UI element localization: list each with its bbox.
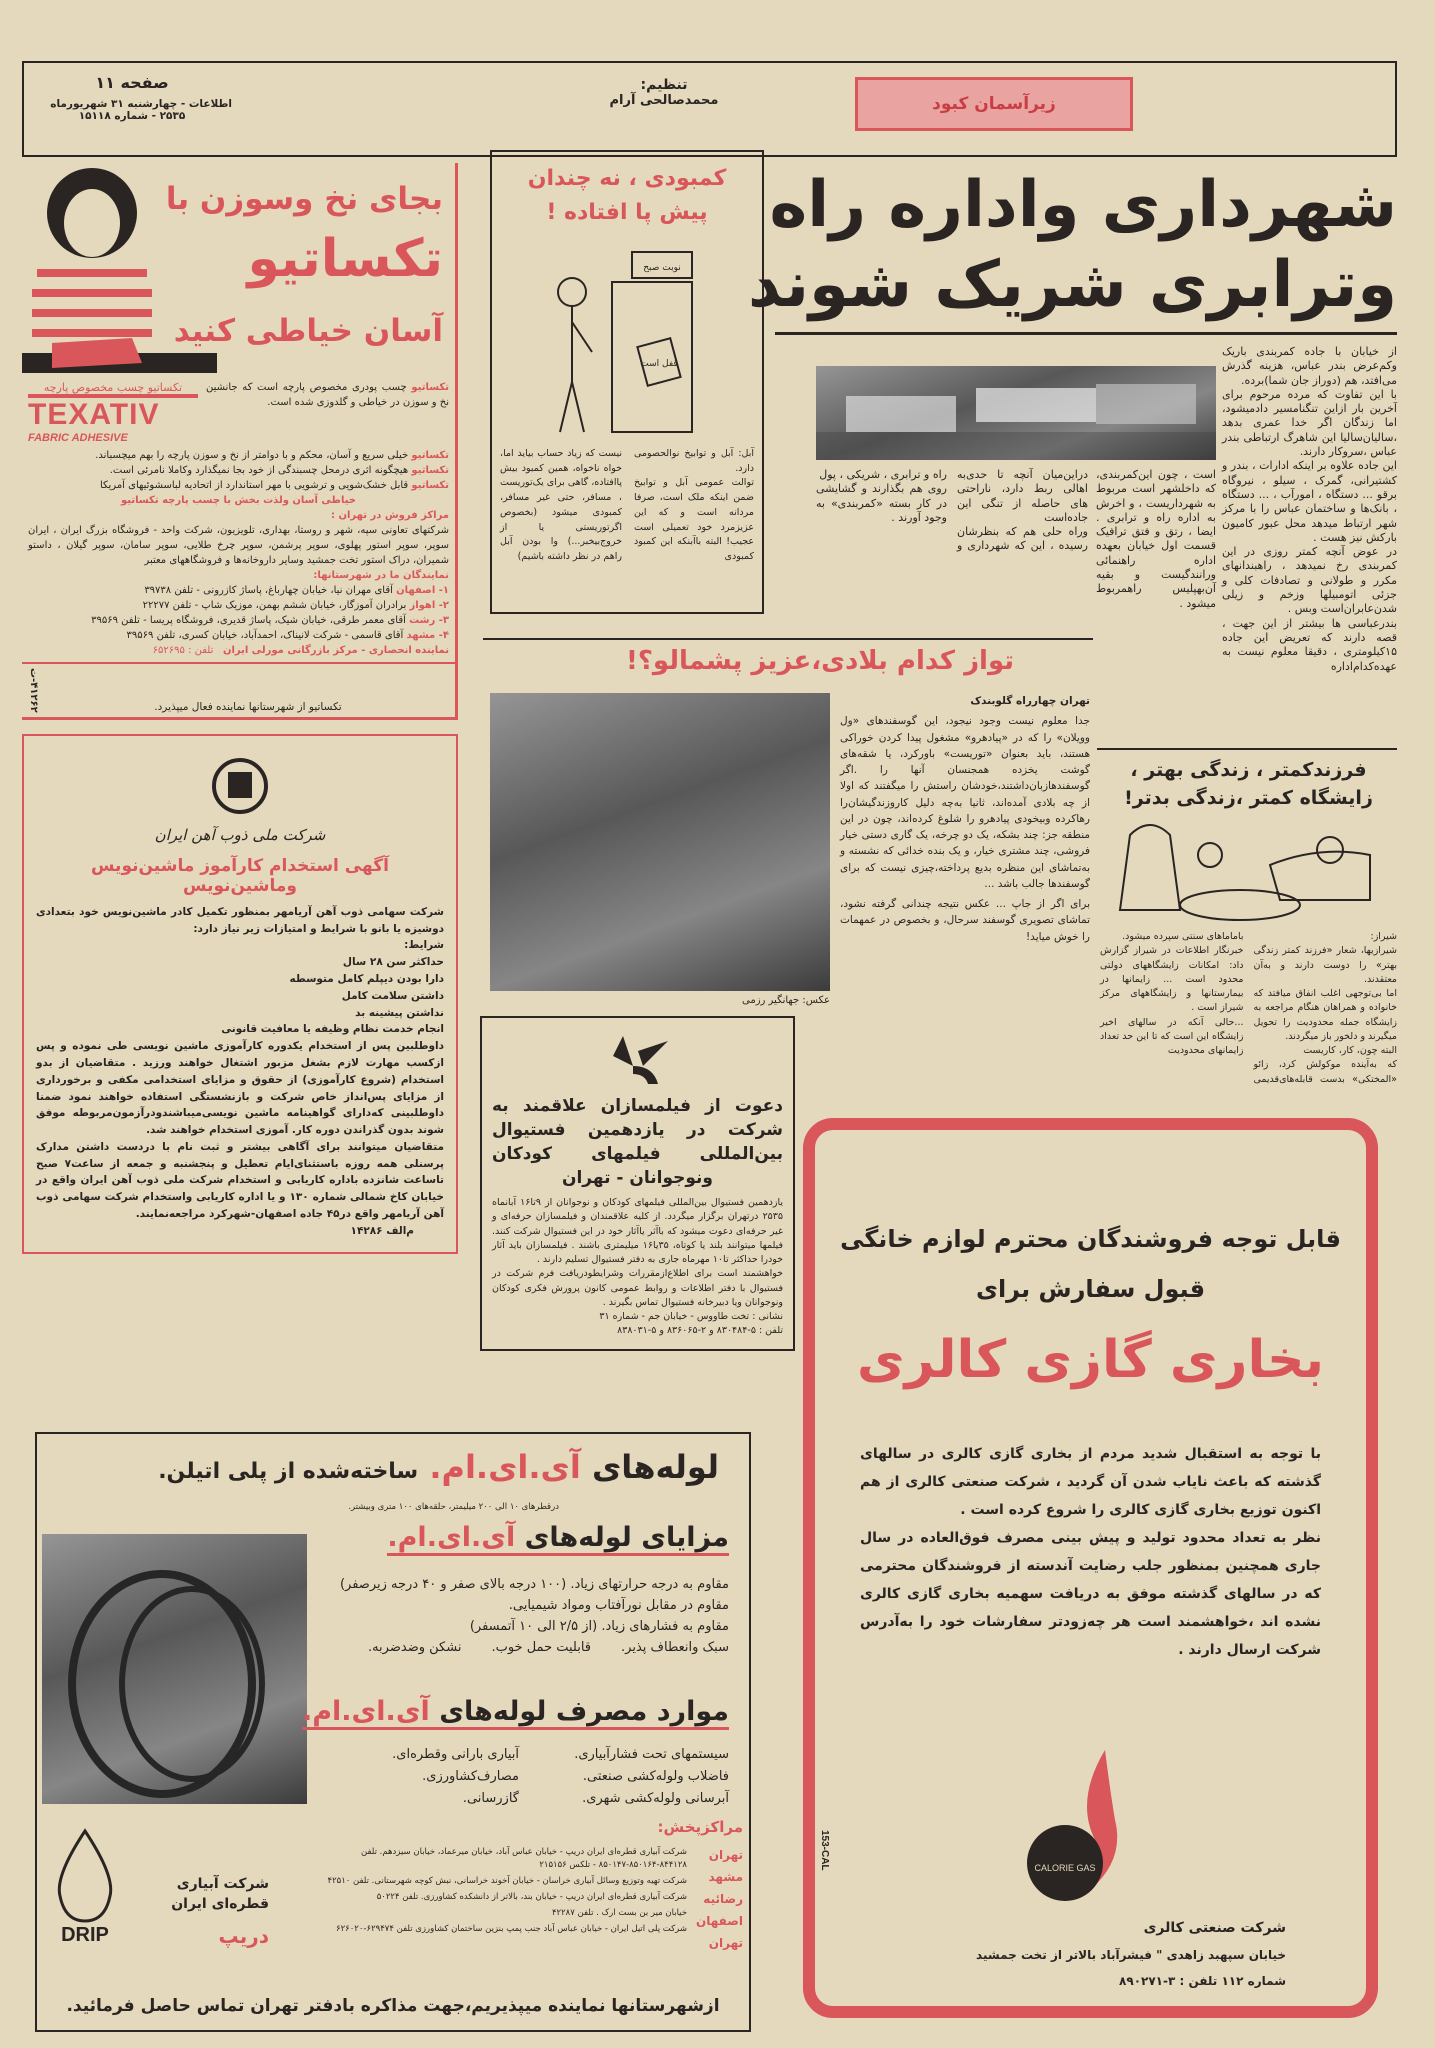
calorie-paragraph: نظر به تعداد محدود تولید و پیش بینی مصرف فوق‌العاده در سال جاری همچنین بمنظور جلب رضایت آندسته از فروشندگان محترمی که در سالهای گذشته موفق به دریافت سهمیه بخاری گازی کالری نشده اند ،خواهشمند است هر چه‌زودتر سفارشات خود را به‌آدرس شرکت ارسال دارند . xyxy=(860,1530,1321,1658)
texativ-features-more xyxy=(22,444,455,658)
distributor: شرکت تهیه وتوزیع وسائل آبیاری خراسان - خیابان آخوند خراسانی، نبش کوچه شهرستانی. تلفن ۴۲۵۱۰ xyxy=(327,1876,687,1886)
condition-item: نداشتن پیشینه بد xyxy=(355,1006,444,1019)
calorie-phone: شماره ۱۱۲ تلفن : ۳-۸۹۰۲۷۱ xyxy=(1119,1974,1286,1988)
pipe-headline-a: لوله‌های xyxy=(591,1448,719,1486)
agents-title: نمایندگان ما در شهرستانها: xyxy=(313,570,449,581)
lead-headline xyxy=(748,165,1397,335)
city: تهران xyxy=(708,1936,743,1950)
agent-city: ۱- اصفهان xyxy=(396,585,449,596)
drip-brand: دریپ xyxy=(218,1924,269,1948)
agent-city: ۴- مشهد xyxy=(406,630,449,641)
exclusive-agent: نماینده انحصاری - مرکز بازرگانی مورلی ایران xyxy=(222,645,449,656)
calorie-heater-ad xyxy=(803,1118,1378,2018)
distributor: شرکت آبیاری قطره‌ای ایران دریپ - خیابان بند، بالاتر از دانشکده کشاورزی. تلفن ۵۰۲۲۴ xyxy=(376,1892,687,1902)
birth-story-headline xyxy=(1100,756,1397,812)
door-sign-2: قفل است xyxy=(640,359,678,369)
use-item: آبیاری بارانی وقطره‌ای. xyxy=(392,1747,519,1762)
lead-paragraph: با این تفاوت که مرده مرحوم برای آخرین بار ازاین تنگنامسیر دادمیشود، اما زندگان اگر خدا عمری بدهد ،سالیان‌سالیا این شاهرگ ارتباطی بندر عباس ،سروکار دارند. xyxy=(1222,387,1397,459)
exclusive-phone: تلفن : ۶۵۲۶۹۵ xyxy=(152,645,214,656)
date-line: اطلاعات - چهارشنبه ۳۱ شهریورماه xyxy=(50,98,232,110)
lead-column-left xyxy=(816,468,1088,554)
calorie-line-2: قبول سفارش برای xyxy=(975,1275,1206,1303)
lead-paragraph: این جاده علاوه بر اینکه ادارات ، بندر و کشتیرانی، گمرک ، سیلو ، نیروگاه برقو ... دستگاه ، امورآب ، ... دستگاه ، بانک‌ها و ساختمان عباس را با مرکز شهر ارتباط میدهد محل عبور کامیون بارکش نیز هست . xyxy=(1222,459,1397,544)
use-item: سیستمهای تحت فشارآبیاری. xyxy=(574,1747,729,1762)
kanoon-bird-logo-icon xyxy=(603,1026,673,1086)
dateline: تهران چهارراه گلوبندک xyxy=(970,695,1090,707)
advantages-list xyxy=(309,1574,729,1658)
agent-city: ۲- اهواز xyxy=(409,600,449,611)
cartoon-paragraph: توالت عمومی آبل و توابیخ ضمن اینکه ملک است، صرفا مردانه است و که این عزیزمرد خود تعمیلی است عجیب! البته باآبنکه این کمبود کمبودی xyxy=(634,477,754,563)
pipe-coil-photo xyxy=(42,1534,307,1804)
lead-column-mid xyxy=(1096,468,1216,611)
pipe-footer: ازشهرستانها نماینده میپذیریم،جهت مذاکره بادفتر تهران تماس حاصل فرمائید. xyxy=(66,1996,720,2016)
job-paragraph: متقاضیان میتوانند برای آگاهی بیشتر و ثبت نام با دردست داشتن مدارک پرسنلی همه روزه باستثنای‌ایام تعطیل و پنجشنبه و جمعه از ساعت۷ صبح تاساعت شانزده باداره کاریابی و استخدام شرکت ملی ذوب آهن ایران واقع در خیابان کاخ شمالی شماره ۱۳۰ و یا اداره کاریابی واستخدام شرکت سهامی ذوب آهن آریامهر واقع در۴۵ جاده اصفهان-شهرکرد مراجعه‌نمایند. xyxy=(36,1140,445,1221)
section-label: زیرآسمان کبود xyxy=(932,94,1056,114)
lead-headline-line-1: شهرداری واداره راه xyxy=(769,168,1397,242)
city: رضائیه xyxy=(703,1892,743,1906)
cartoon-paragraph: نیست که زیاد حساب بیاید اما، خواه ناخواه، همین کمبود بیش پاافتاده، گاهی برای یک‌توریست ، مسافر، حتی غیر مسافر، کمبودی میشود (بخصوص اگرتوریستی یا از خروج‌بیخبر...) وا بودن آبل راهم در نظر داشته باشیم) xyxy=(500,448,622,563)
lead-paragraph: روی هم بگذارند و گشایشی در کار بسته «کمربندی» به وجود آورند . xyxy=(816,482,947,524)
company-name: شرکت ملی ذوب آهن ایران xyxy=(154,825,326,844)
uses-title-text: موارد مصرف لوله‌های xyxy=(439,1696,729,1727)
pipe-brand: آی.ای.ام. xyxy=(302,1696,430,1727)
texativ-headline-3: آسان خیاطی کنید xyxy=(173,313,443,349)
sheep-story-headline: تواز کدام بلادی،عزیز پشمالو؟! xyxy=(625,646,1015,676)
issue-line: ۲۵۳۵ - شماره ۱۵۱۱۸ xyxy=(78,110,186,122)
feature-lead: تکساتیو xyxy=(411,382,449,393)
story-paragraph: شیرازیها، شعار «فرزند کمتر زندگی بهتر» را دوست دارند و به‌آن معتقدند. xyxy=(1253,945,1397,985)
job-ad xyxy=(22,734,458,1254)
pipe-sizes: درقطرهای ۱۰ الی ۲۰۰ میلیمتر، حلقه‌های ۱۰۰ متری وبیشتر. xyxy=(348,1502,559,1512)
calorie-product: بخاری گازی کالری xyxy=(857,1330,1324,1390)
lead-paragraph: بندرعباسی ها بیشتر از این جهت ، قصه دارند که تعریض این جاده ۱۵کیلومتری ، دقیقا معلوم نیست به عهده‌کدام‌اداره xyxy=(1222,616,1397,673)
divider xyxy=(1097,748,1397,750)
pipe-coil-illustration xyxy=(42,1534,307,1804)
cartoon-text-right xyxy=(634,447,754,565)
lead-paragraph: از خیابان با جاده کمربندی باریک وکم‌عرض بندر عباس، هزینه گذرش می‌افتد، هم (دوراز جان شما)برده. xyxy=(1222,345,1397,387)
festival-phone: تلفن : ۵-۸۳۰۴۸۴ و ۲-۸۳۶۰۶۵ و ۵-۸۳۸۰۳۱ xyxy=(617,1325,783,1337)
texativ-footer-row xyxy=(22,662,455,717)
texativ-tagline: تکساتیو چسب مخصوص پارچه xyxy=(43,381,183,394)
lead-paragraph: در عوض آنچه کمتر روزی در این کمربندی رخ نمیدهد ، راهبندانهای مکرر و طولانی و تصادفات کلی و جزئی اتومبیلها وزخم و زیلی شدن‌عابران‌است وبس . xyxy=(1222,545,1397,616)
story-paragraph: البته چون، کار، کاریست xyxy=(1303,1045,1397,1056)
city: مشهد xyxy=(708,1870,743,1884)
page-number: صفحه ۱۱ xyxy=(95,73,169,92)
texativ-logo-block xyxy=(28,381,198,444)
texativ-brand-row xyxy=(22,381,455,444)
birth-cartoon-illustration xyxy=(1100,815,1390,925)
lead-paragraph: وراه حلی هم که بنظرشان رسیده ، این که شهرداری و راه و ترابری ، شریکی ، پول xyxy=(819,468,1088,553)
pipe-brand: آی.ای.ام. xyxy=(429,1448,581,1486)
story-paragraph: جدا معلوم نیست وجود نیجود، این گوسفندهای «ول وویلان» را که در «پیادهرو» مشغول پیدا کردن خوراکی هستند، باید بعنوان «توریست» باورکرد، یا شقه‌های گوشت یخزده همجنسان آنها را .اگر گوسفندهازبان‌داشتند،خودشان راستش را میگفتند که اولا از چه بلادی آمده‌اند، ثانیا به‌چه دلیل کاروزندگیشان‌را رهاکرده وبیخودی پیادهرو را شلوغ کرده‌اند، چون در این منطقه جز: چند بشکه، یک دو چرخه، یک گاری دستی خیار فروشی، چند مشتری خیار، و یک بنده خدائی که نشسته و به‌تماشای این منظره بدیع پرداخته،چیزی نیست که برای گوسفندها جالب باشد ... xyxy=(840,715,1090,890)
festival-address: نشانی : تخت طاووس - خیابان جم - شماره ۳۱ xyxy=(599,1311,783,1322)
sheep-street-photo xyxy=(490,693,830,991)
condition-item: داشتن سلامت کامل xyxy=(341,989,444,1002)
calorie-gas-flame-logo xyxy=(1015,1745,1135,1910)
company-emblem-icon xyxy=(210,756,270,816)
advantage-item: سبک وانعطاف پذیر. xyxy=(621,1640,729,1655)
city: تهران xyxy=(708,1848,743,1862)
calorie-line-1: قابل توجه فروشندگان محترم لوازم خانگی xyxy=(840,1225,1341,1253)
feature-text: خیلی سریع و آسان، محکم و با دوامتر از نخ و سوزن پارچه را بهم میچسباند. xyxy=(95,450,409,461)
sales-title: مراکز فروش در تهران : xyxy=(330,510,449,521)
festival-body xyxy=(492,1196,783,1339)
calorie-paragraph: با توجه به استقبال شدید مردم از بخاری گازی کالری در سالهای گذشته که باعث نایاب شدن آن گردید ، شرکت صنعتی کالری از هم اکنون توزیع بخاری گازی کالری را شروع کرده است . xyxy=(860,1446,1321,1518)
birth-story-body xyxy=(1100,930,1397,1087)
sheep-story xyxy=(483,638,1093,640)
uses-list xyxy=(309,1744,729,1810)
cartoon-text-left xyxy=(500,447,622,565)
job-ad-headline: آگهی استخدام کارآموز ماشین‌نویس وماشین‌نویس xyxy=(91,855,389,896)
lead-paragraph: دراین‌میان آنچه تا حدی‌به اهالی ربط دارد، ناراحتی های حاصله از تنگی این جاده‌است xyxy=(957,468,1088,524)
advantage-item: قابلیت حمل خوب. xyxy=(491,1640,592,1655)
distributor: خیابان میر بن بست ارک . تلفن ۴۲۲۸۷ xyxy=(551,1908,687,1918)
condition-item: انجام خدمت نظام وظیفه یا معافیت قانونی xyxy=(221,1023,444,1036)
pipe-headline xyxy=(158,1448,719,1486)
page-header xyxy=(22,61,1397,157)
traffic-photo xyxy=(816,366,1216,460)
distributor: شرکت پلی اتیل ایران - خیابان عباس آباد جنب پمپ بنزین ساختمان کشاورزی تلفن ۶۲۹۴۷۴-۶۲۶۰۲۰ xyxy=(336,1924,687,1934)
distributors-list xyxy=(273,1846,687,1936)
texativ-ad xyxy=(22,163,458,720)
job-intro: شرکت سهامی ذوب آهن آریامهر بمنظور تکمیل کادر ماشین‌نویس خود بتعدادی دوشیزه یا بانو با شرایط و امتیازات زیر نیاز دارد: xyxy=(36,905,444,935)
feature-text: قابل خشک‌شویی و ترشویی با مهر استاندارد از اتحادیه لباسشوئیهای آمریکا xyxy=(99,480,409,491)
story-paragraph: اما بی‌توجهی اغلب انفاق میافتد که خانواده و همراهان هنگام مراجعه به زایشگاه جمله محدودیت را تحویل میگیرند و دلخور باز میگردند. xyxy=(1253,988,1397,1042)
festival-paragraph: خواهشمند است برای اطلاع‌ازمقررات وشرایطودریافت فرم شرکت در فستیوال با دفتر اطلاعات و روابط عمومی کانون پرورش فکری کودکان ونوجوانان ویا دبیرخانه فستیوال تماس بگیرند . xyxy=(492,1268,783,1308)
texativ-logo: TEXATIV xyxy=(28,394,198,432)
editor-credit xyxy=(594,77,734,108)
pipe-headline-b: ساخته‌شده از پلی اتیلن. xyxy=(158,1459,419,1484)
agent-city: ۳- رشت xyxy=(409,615,449,626)
feature-lead: تکساتیو xyxy=(411,480,449,491)
condition-item: دارا بودن دیپلم کامل متوسطه xyxy=(289,972,444,985)
cartoon-man-at-door-illustration xyxy=(532,247,732,442)
story-paragraph: برای اگر از جاپ ... عکس نتیجه چندانی گرفته نشود، تماشای تصویری گوسفند سرحال، و بخصوص در عمهمات را خوش میاید! xyxy=(840,898,1090,943)
city: اصفهان xyxy=(695,1914,743,1928)
advantage-item: مقاوم به فشارهای زیاد. (از ۲/۵ الی ۱۰ آتمسفر) xyxy=(469,1619,729,1634)
festival-paragraph: یازدهمین فستیوال بین‌المللی فیلمهای کودکان و نوجوانان از ۹تا۱۶ آبانماه ۲۵۳۵ درتهران برگزار میگردد. از کلیه علاقمندان و فیلمسازان حرفه‌ای و غیر حرفه‌ای دعوت میشود که باآثر یاآثار خود در این فستیوال شرکت کنند. فیلمها میتوانند بلند یا کوتاه، ۳۵یا۱۶ میلیمتری باشند . فیلمسازان باید آثار خودرا حداکثر تا۱۰ مهرماه جاری به دفتر فستیوال تسلیم دارند . xyxy=(492,1197,783,1265)
job-ad-code: م‌الف ۱۴۲۸۶ xyxy=(350,1224,414,1237)
distribution-cities xyxy=(693,1844,743,1954)
texativ-footer: تکساتیو از شهرستانها نماینده فعال میپذیرد. xyxy=(154,700,342,713)
folio xyxy=(32,73,232,122)
cartoon-title: کمبودی ، نه چندان پیش پا افتاده ! xyxy=(527,166,727,225)
feature-lead: تکساتیو xyxy=(411,450,449,461)
pipe-brand: آی.ای.ام. xyxy=(387,1522,516,1553)
sales-text: شرکتهای تعاونی سپه، شهر و روستا، بهداری، تلویزیون، شرکت واحد - فروشگاه بزرگ ایران ، ایران سوپر، سوپر استور پهلوی، سوپر پرشمن، سوپر چرخ طلایی، سوپر سامان، سوپر گیلان ، داستو شمیران، دراک استور تخت جمشید وسایر داروخانه‌ها و فروشگاههای معتبر xyxy=(28,525,449,566)
uses-title xyxy=(302,1696,729,1730)
lead-paragraph: است ، چون این‌کمربندی، که داخلشهر است مربوط به شهرداریست ، و اخرش به اداره راه و ترابری . ایضا ، رتق و فتق ترافیک قسمت اول خیابان بعهده اداره راهنمائی ورانندگیست و بقیه آن‌بهپلیس راهمربوط میشود . xyxy=(1096,468,1216,610)
conditions-title: شرایط: xyxy=(404,939,444,952)
job-ad-body xyxy=(36,904,444,1240)
advantages-title-text: مزایای لوله‌های xyxy=(524,1522,729,1553)
feature-text: چسب پودری مخصوص پارچه است که جانشین نخ و سوزن در خیاطی و گلدوزی شده است. xyxy=(206,382,449,408)
texativ-headline-2: تکساتیو xyxy=(247,229,443,289)
agent-text: برادران آموزگار، خیابان ششم بهمن، موزیک شاپ - تلفن ۲۲۲۷۷ xyxy=(142,600,407,611)
left-ad-column xyxy=(22,163,458,1254)
lead-column-right xyxy=(1222,345,1397,674)
editor-name: محمدصالحی آرام xyxy=(609,93,719,108)
distributor: شرکت آبیاری قطره‌ای ایران دریپ - خیابان عباس آباد، خیابان میرعماد، خیابان سیزدهم. تلفن ۸۴۴۱۲۸-۸۵۰۱۶۴-۸۵۰۱۴۷ - تلکس ۲۱۵۱۵۶ xyxy=(361,1847,687,1870)
cars-illustration xyxy=(816,366,1216,460)
texativ-headline-1: بجای نخ وسوزن با xyxy=(165,181,443,217)
job-paragraph: داوطلبین پس از استخدام یکدوره کارآموزی ماشین نویسی طی نموده و پس ازکسب مهارت لازم بشغل مزبور اشتغال خواهند ورزید . متقاضیان از بدو استخدام (شروع کارآموزی) از حقوق و مزایای استخدامی مکفی و برخورداری از مزایای پس‌انداز خاص شرکت و بازنشستگی استفاده خواهند نمود ضمنا داوطلبینی که‌دارای گواهینامه ماشین نویسی‌میباشندودرآزمون‌مربوطه موفق شوند بدون گذراندن دوره کار. آموزی استخدام خواهند شد. xyxy=(36,1040,444,1137)
story-paragraph: ...حالی آنکه در سالهای اخیر زایشگاه این است که تا این حد تعداد زایمانهای محدودیت xyxy=(1100,1016,1244,1056)
festival-ad xyxy=(480,1016,795,1351)
texativ-logo-sub: FABRIC ADHESIVE xyxy=(28,432,128,444)
story-paragraph: که به‌آینده موکولش کرد، زائو «المختکی» بدست قابله‌های‌قدیمی باماماهای سنتی سپرده میشود. xyxy=(1122,931,1397,1085)
birth-headline-line-2: زایشگاه کمتر ،زندگی بدتر! xyxy=(1124,787,1373,809)
texativ-features xyxy=(206,381,449,410)
birth-headline-line-1: فرزندکمتر ، زندگی بهتر ، xyxy=(1130,759,1367,781)
feature-lead: تکساتیو xyxy=(411,465,449,476)
condition-item: حداکثر سن ۲۸ سال xyxy=(342,956,444,969)
cartoon-box-toilet xyxy=(490,150,764,614)
drip-logo xyxy=(45,1826,125,1946)
agent-text: آقای قاسمی - شرکت لانیناک، احمدآباد، خیابان کسری، تلفن ۳۹۵۶۹ xyxy=(126,630,404,641)
advantages-title xyxy=(387,1522,729,1556)
agent-text: آقای مهران نیا، خیابان چهارباغ، پاساژ کازرونی - تلفن ۳۹۷۳۸ xyxy=(144,585,393,596)
section-label-box xyxy=(855,77,1133,131)
use-item: گازرسانی. xyxy=(462,1791,519,1806)
texativ-slogan: خیاطی آسان ولذت بخش با چسب پارچه تکساتیو xyxy=(120,495,357,506)
iem-pipe-ad xyxy=(35,1432,751,2032)
sheep-story-body xyxy=(840,693,1090,945)
editor-label: تنظیم: xyxy=(640,77,688,93)
calorie-logo-text: CALORIE GAS xyxy=(1034,1863,1096,1873)
photo-credit: عکس: جهانگیر رزمی xyxy=(742,995,830,1006)
distribution-title: مراکزپخش: xyxy=(657,1818,743,1836)
festival-headline: دعوت از فیلمسازان علاقمند به شرکت در یازدهمین فستیوال بین‌المللی فیلمهای کودکان ونوجوانان - تهران xyxy=(492,1096,783,1188)
calorie-body xyxy=(860,1440,1321,1664)
door-sign-1: نوبت صبح xyxy=(643,263,681,273)
advantage-item: نشکن وضدضربه. xyxy=(367,1640,462,1655)
advantage-item: مقاوم در مقابل نورآفتاب ومواد شیمیایی. xyxy=(508,1598,729,1613)
agent-text: آقای معمر طرقی، خیابان شیک، پاساژ قدیری، فروشگاه پریسا - تلفن ۳۹۵۶۹ xyxy=(91,615,406,626)
feature-text: هیچگونه اثری درمحل چسبندگی از خود بجا نمیگذارد وکاملا نامرئی است. xyxy=(109,465,409,476)
texativ-top xyxy=(22,163,455,381)
story-paragraph: شیراز: xyxy=(1370,931,1397,942)
calorie-ad-code: 153-CAL xyxy=(819,1830,830,1871)
use-item: فاضلاب ولوله‌کشی صنعتی. xyxy=(582,1769,729,1784)
drip-company: شرکت آبیاری قطره‌ای ایران xyxy=(171,1876,269,1912)
story-paragraph: خبرنگار اطلاعات در شیراز گزارش داد: امکانات زایشگاههای دولتی محدود است ... زایمانها در بیمارستانها و زایشگاههای مرکز شیراز است . xyxy=(1100,945,1244,1014)
calorie-company: شرکت صنعتی کالری xyxy=(1143,1920,1286,1936)
cartoon-paragraph: آبل: آبل و توابیخ نوالحصومی دارد. xyxy=(634,448,754,474)
calorie-address: خیابان سپهبد زاهدی " فیشرآباد بالاتر از تخت جمشید xyxy=(976,1948,1286,1962)
use-item: آبرسانی ولوله‌کشی شهری. xyxy=(582,1791,729,1806)
use-item: مصارف‌کشاورزی. xyxy=(422,1769,519,1784)
advantage-item: مقاوم به درجه حرارتهای زیاد. (۱۰۰ درجه بالای صفر و ۴۰ درجه زیرصفر) xyxy=(339,1577,729,1592)
ad-code: ۴۱۲۶۲-ت xyxy=(28,668,39,713)
lead-headline-line-2: وترابری شریک شوند xyxy=(748,248,1397,322)
drip-logo-text: DRIP xyxy=(61,1924,109,1946)
